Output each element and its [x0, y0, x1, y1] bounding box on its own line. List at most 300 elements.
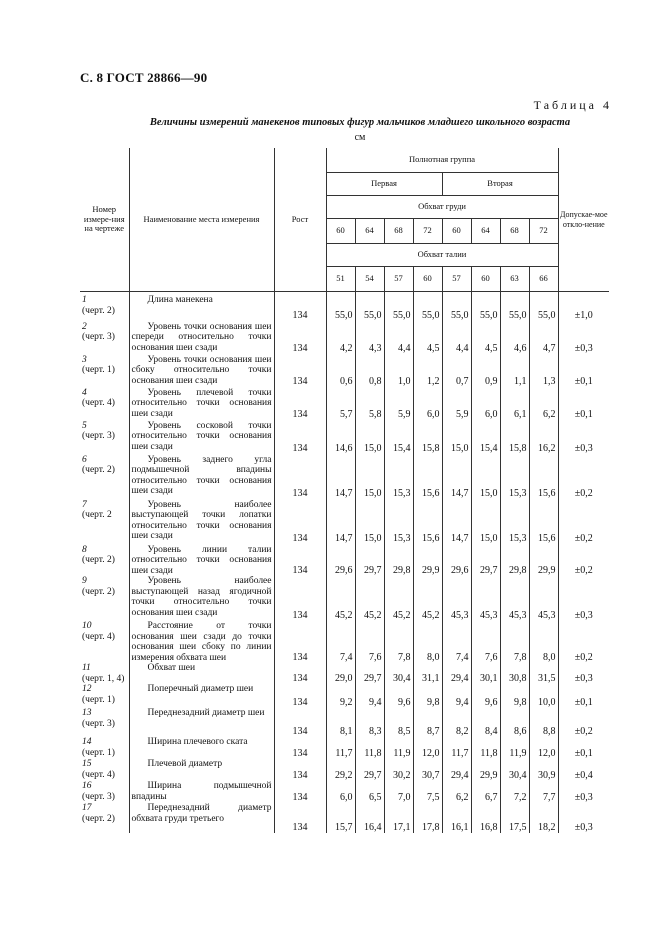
measurement-value: 0,9 — [471, 355, 500, 388]
waist-value: 51 — [326, 267, 355, 292]
measurement-value: 29,8 — [500, 545, 529, 577]
row-number — [80, 663, 129, 684]
row-drawing-ref: (черт. 3) — [82, 791, 115, 802]
header-rost: Рост — [274, 148, 326, 292]
measurement-value: 1,0 — [384, 355, 413, 388]
measurement-value: 4,2 — [326, 322, 355, 355]
tolerance-value: ±0,3 — [558, 322, 609, 355]
chest-value: 72 — [413, 219, 442, 244]
measurement-value: 29,0 — [326, 663, 355, 684]
measurement-value: 15,3 — [500, 455, 529, 500]
row-number — [80, 292, 129, 322]
row-drawing-ref: (черт. 2) — [82, 305, 115, 316]
measurement-value: 4,3 — [355, 322, 384, 355]
measurement-value: 15,8 — [413, 421, 442, 455]
measurement-value: 6,0 — [326, 781, 355, 803]
measurement-value: 7,4 — [442, 621, 471, 663]
table-title: Величины измерений манекенов типовых фигур мальчиков младшего школьного возраста — [149, 117, 571, 128]
height-value: 134 — [274, 708, 326, 737]
table-row — [80, 663, 609, 684]
row-number — [80, 684, 129, 708]
measurement-name-text: Уровень точки основания шеи спереди относительно точки основания шеи сзади — [131, 321, 272, 353]
row-drawing-ref: (черт. 4) — [82, 398, 115, 408]
measurement-name-text: Обхват шеи — [147, 663, 196, 673]
measurement-value: 29,7 — [471, 545, 500, 577]
measurement-name-text: Уровень линии талии относительно точки основания шеи сзади — [131, 544, 272, 576]
measurement-value: 29,9 — [529, 545, 558, 577]
table-row — [80, 322, 609, 355]
measurement-name-text: Ширина подмышечной впадины — [131, 781, 272, 802]
waist-value: 57 — [442, 267, 471, 292]
measurement-name-text: Переднезадний диаметр шеи — [147, 708, 265, 718]
measurement-value: 18,2 — [529, 803, 558, 833]
measurement-value: 0,6 — [326, 355, 355, 388]
measurement-value: 5,7 — [326, 388, 355, 421]
measurement-value: 9,8 — [413, 684, 442, 708]
measurement-value: 8,3 — [355, 708, 384, 737]
measurement-name — [129, 455, 274, 500]
measurement-value: 9,4 — [442, 684, 471, 708]
measurement-value: 15,4 — [471, 421, 500, 455]
row-number — [80, 455, 129, 500]
waist-value: 60 — [471, 267, 500, 292]
tolerance-value: ±0,2 — [558, 708, 609, 737]
measurement-value: 0,8 — [355, 355, 384, 388]
measurement-value: 15,8 — [500, 421, 529, 455]
measurement-name-text: Плечевой диаметр — [147, 759, 223, 769]
measurement-name — [129, 355, 274, 388]
height-value: 134 — [274, 663, 326, 684]
measurement-value: 29,7 — [355, 663, 384, 684]
measurement-value: 6,2 — [442, 781, 471, 803]
row-index: 5 — [82, 420, 87, 431]
waist-value: 63 — [500, 267, 529, 292]
tolerance-value: ±0,1 — [558, 684, 609, 708]
row-index: 6 — [82, 454, 87, 465]
tolerance-value: ±0,2 — [558, 621, 609, 663]
waist-value: 66 — [529, 267, 558, 292]
height-value: 134 — [274, 576, 326, 621]
row-drawing-ref: (черт. 4) — [82, 631, 115, 642]
measurement-value: 6,0 — [413, 388, 442, 421]
measurement-value: 8,7 — [413, 708, 442, 737]
row-index: 16 — [82, 781, 92, 791]
row-number — [80, 322, 129, 355]
chest-value: 68 — [500, 219, 529, 244]
measurement-value: 14,7 — [442, 455, 471, 500]
measurement-value: 16,1 — [442, 803, 471, 833]
measurement-name-text: Уровень наиболее выступающей точки лопатки относительно точки основания шеи сзади — [131, 499, 272, 541]
measurement-value: 6,2 — [529, 388, 558, 421]
measurement-value: 17,1 — [384, 803, 413, 833]
header-chest: Обхват груди — [326, 196, 558, 219]
header-first-group: Первая — [326, 173, 442, 196]
row-number — [80, 545, 129, 577]
row-drawing-ref: (черт. 1) — [82, 365, 115, 375]
row-index: 2 — [82, 321, 87, 332]
page-header: С. 8 ГОСТ 28866—90 — [80, 70, 208, 85]
header-tolerance: Допускае-мое откло-нение — [558, 148, 609, 292]
measurement-value: 8,8 — [529, 708, 558, 737]
measurement-value: 8,0 — [529, 621, 558, 663]
measurement-value: 14,6 — [326, 421, 355, 455]
row-number — [80, 576, 129, 621]
row-drawing-ref: (черт. 2) — [82, 813, 115, 824]
measurement-name-text: Уровень наиболее выступающей назад ягодичной точки относительно точки основания шеи сзади — [131, 576, 272, 618]
measurement-name — [129, 621, 274, 663]
measurement-value: 4,7 — [529, 322, 558, 355]
header-group: Полнотная группа — [326, 148, 558, 173]
measurement-value: 8,2 — [442, 708, 471, 737]
row-number — [80, 759, 129, 781]
measurement-value: 7,6 — [355, 621, 384, 663]
header-second-group: Вторая — [442, 173, 558, 196]
height-value: 134 — [274, 803, 326, 833]
tolerance-value: ±0,1 — [558, 388, 609, 421]
measurement-name — [129, 500, 274, 545]
measurement-value: 55,0 — [384, 292, 413, 322]
table-row — [80, 355, 609, 388]
row-number — [80, 421, 129, 455]
tolerance-value: ±0,2 — [558, 500, 609, 545]
chest-value: 60 — [442, 219, 471, 244]
measurement-value: 30,4 — [384, 663, 413, 684]
row-index: 10 — [82, 621, 92, 631]
measurement-value: 0,7 — [442, 355, 471, 388]
row-drawing-ref: (черт. 2) — [82, 555, 115, 565]
measurement-name-text: Поперечный диаметр шеи — [147, 684, 254, 694]
table-label: Таблица 4 — [533, 98, 612, 112]
header-num: Номер измере-ния на чертеже — [80, 148, 129, 292]
measurement-value: 1,1 — [500, 355, 529, 388]
measurement-value: 16,2 — [529, 421, 558, 455]
row-drawing-ref: (черт. 3) — [82, 718, 115, 729]
table-row — [80, 621, 609, 663]
measurement-value: 4,6 — [500, 322, 529, 355]
measurement-value: 7,0 — [384, 781, 413, 803]
row-drawing-ref: (черт. 3) — [82, 431, 115, 441]
row-number — [80, 708, 129, 737]
measurement-value: 15,0 — [471, 455, 500, 500]
height-value: 134 — [274, 759, 326, 781]
measurement-value: 16,8 — [471, 803, 500, 833]
tolerance-value: ±0,3 — [558, 663, 609, 684]
measurement-value: 15,0 — [442, 421, 471, 455]
measurement-value: 14,7 — [326, 455, 355, 500]
height-value: 134 — [274, 455, 326, 500]
measurement-value: 4,5 — [471, 322, 500, 355]
measurement-value: 29,4 — [442, 759, 471, 781]
measurement-value: 11,8 — [471, 737, 500, 759]
measurement-value: 5,9 — [442, 388, 471, 421]
tolerance-value: ±0,2 — [558, 455, 609, 500]
measurement-value: 55,0 — [355, 292, 384, 322]
measurement-value: 29,2 — [326, 759, 355, 781]
tolerance-value: ±0,3 — [558, 803, 609, 833]
tolerance-value: ±0,1 — [558, 737, 609, 759]
row-drawing-ref: (черт. 1) — [82, 747, 115, 758]
measurement-name-text: Уровень заднего угла подмышечной впадины относительно точки основания шеи сзади — [131, 454, 272, 496]
measurement-value: 45,2 — [326, 576, 355, 621]
measurement-value: 15,3 — [384, 455, 413, 500]
measurement-value: 30,1 — [471, 663, 500, 684]
waist-value: 57 — [384, 267, 413, 292]
measurement-value: 15,0 — [355, 421, 384, 455]
measurement-value: 55,0 — [471, 292, 500, 322]
measurement-value: 30,9 — [529, 759, 558, 781]
row-drawing-ref: (черт. 2) — [82, 586, 115, 597]
row-drawing-ref: (черт. 1, 4) — [82, 673, 125, 684]
measurement-value: 7,6 — [471, 621, 500, 663]
measurement-value: 1,2 — [413, 355, 442, 388]
measurement-value: 15,3 — [384, 500, 413, 545]
measurement-value: 8,4 — [471, 708, 500, 737]
measurement-value: 31,5 — [529, 663, 558, 684]
measurement-value: 30,2 — [384, 759, 413, 781]
measurement-name — [129, 545, 274, 577]
table-row — [80, 500, 609, 545]
measurement-name-text: Переднезадний диаметр обхвата груди третьего — [131, 803, 272, 824]
row-number — [80, 388, 129, 421]
measurement-value: 29,6 — [442, 545, 471, 577]
row-drawing-ref: (черт. 1) — [82, 694, 115, 705]
tolerance-value: ±0,2 — [558, 545, 609, 577]
measurement-name — [129, 803, 274, 833]
row-number — [80, 737, 129, 759]
measurement-value: 7,8 — [384, 621, 413, 663]
height-value: 134 — [274, 621, 326, 663]
measurement-name — [129, 388, 274, 421]
measurement-value: 29,9 — [471, 759, 500, 781]
measurement-value: 29,9 — [413, 545, 442, 577]
table-row — [80, 684, 609, 708]
tolerance-value: ±0,1 — [558, 355, 609, 388]
tolerance-value: ±0,3 — [558, 781, 609, 803]
measurement-value: 11,9 — [384, 737, 413, 759]
measurement-value: 7,8 — [500, 621, 529, 663]
table-row — [80, 781, 609, 803]
height-value: 134 — [274, 684, 326, 708]
table-row — [80, 737, 609, 759]
measurement-value: 16,4 — [355, 803, 384, 833]
row-index: 9 — [82, 576, 87, 586]
table-row — [80, 421, 609, 455]
row-drawing-ref: (черт. 2 — [82, 510, 112, 520]
measurement-value: 15,6 — [413, 500, 442, 545]
measurements-table — [80, 148, 609, 833]
table-row — [80, 455, 609, 500]
measurement-value: 4,4 — [442, 322, 471, 355]
measurement-value: 15,3 — [500, 500, 529, 545]
row-index: 17 — [82, 803, 92, 813]
measurement-value: 5,9 — [384, 388, 413, 421]
height-value: 134 — [274, 388, 326, 421]
chest-value: 72 — [529, 219, 558, 244]
measurement-value: 15,6 — [529, 500, 558, 545]
measurement-value: 55,0 — [442, 292, 471, 322]
row-index: 4 — [82, 387, 87, 398]
measurement-value: 9,4 — [355, 684, 384, 708]
row-number — [80, 500, 129, 545]
chest-value: 68 — [384, 219, 413, 244]
height-value: 134 — [274, 737, 326, 759]
measurement-name — [129, 781, 274, 803]
measurement-value: 45,3 — [442, 576, 471, 621]
measurement-name-text: Уровень сосковой точки относительно точки основания шеи сзади — [131, 420, 272, 452]
measurement-value: 29,8 — [384, 545, 413, 577]
measurement-value: 6,0 — [471, 388, 500, 421]
measurement-value: 15,0 — [355, 455, 384, 500]
measurement-name — [129, 737, 274, 759]
measurement-value: 29,7 — [355, 759, 384, 781]
unit-label: см — [354, 132, 366, 143]
height-value: 134 — [274, 322, 326, 355]
table-row — [80, 576, 609, 621]
measurement-name — [129, 759, 274, 781]
measurement-value: 9,8 — [500, 684, 529, 708]
header-name: Наименование места измерения — [129, 148, 274, 292]
height-value: 134 — [274, 781, 326, 803]
measurement-value: 12,0 — [413, 737, 442, 759]
measurement-value: 17,8 — [413, 803, 442, 833]
measurement-name — [129, 663, 274, 684]
measurement-value: 45,2 — [355, 576, 384, 621]
measurement-value: 15,6 — [529, 455, 558, 500]
measurement-name-text: Расстояние от точки основания шеи сзади до точки основания шеи сбоку по линии измерения обхвата шеи — [131, 621, 272, 663]
measurement-value: 55,0 — [500, 292, 529, 322]
measurement-value: 15,4 — [384, 421, 413, 455]
measurement-value: 8,1 — [326, 708, 355, 737]
height-value: 134 — [274, 292, 326, 322]
row-index: 11 — [82, 663, 91, 673]
waist-value: 54 — [355, 267, 384, 292]
measurement-value: 14,7 — [326, 500, 355, 545]
measurement-value: 7,7 — [529, 781, 558, 803]
table-body — [80, 292, 609, 834]
measurement-value: 55,0 — [413, 292, 442, 322]
tolerance-value: ±0,3 — [558, 576, 609, 621]
table-row — [80, 545, 609, 577]
measurement-value: 4,5 — [413, 322, 442, 355]
measurement-name — [129, 576, 274, 621]
row-drawing-ref: (черт. 2) — [82, 465, 115, 475]
measurement-value: 5,8 — [355, 388, 384, 421]
measurement-value: 45,2 — [413, 576, 442, 621]
measurement-value: 45,2 — [384, 576, 413, 621]
row-index: 12 — [82, 684, 92, 694]
measurement-value: 15,7 — [326, 803, 355, 833]
header-waist: Обхват талии — [326, 244, 558, 267]
measurement-name — [129, 292, 274, 322]
table-row — [80, 388, 609, 421]
height-value: 134 — [274, 355, 326, 388]
row-index: 13 — [82, 708, 92, 718]
row-index: 14 — [82, 737, 92, 747]
row-index: 15 — [82, 759, 92, 769]
table-row — [80, 292, 609, 322]
measurement-value: 4,4 — [384, 322, 413, 355]
measurement-value: 8,5 — [384, 708, 413, 737]
table-row — [80, 759, 609, 781]
measurement-name-text: Ширина плечевого ската — [147, 737, 248, 747]
measurement-value: 6,7 — [471, 781, 500, 803]
measurement-value: 45,3 — [471, 576, 500, 621]
height-value: 134 — [274, 421, 326, 455]
row-drawing-ref: (черт. 4) — [82, 769, 115, 780]
measurement-value: 45,3 — [500, 576, 529, 621]
tolerance-value: ±1,0 — [558, 292, 609, 322]
measurement-value: 7,4 — [326, 621, 355, 663]
measurement-value: 7,2 — [500, 781, 529, 803]
measurement-value: 45,3 — [529, 576, 558, 621]
measurement-value: 30,7 — [413, 759, 442, 781]
row-number — [80, 355, 129, 388]
measurement-value: 11,7 — [442, 737, 471, 759]
measurement-value: 11,8 — [355, 737, 384, 759]
measurement-value: 11,9 — [500, 737, 529, 759]
row-drawing-ref: (черт. 3) — [82, 332, 115, 342]
chest-value: 64 — [355, 219, 384, 244]
measurement-value: 31,1 — [413, 663, 442, 684]
measurement-value: 15,0 — [355, 500, 384, 545]
table-row — [80, 803, 609, 833]
chest-value: 64 — [471, 219, 500, 244]
measurement-value: 9,6 — [471, 684, 500, 708]
measurement-name — [129, 421, 274, 455]
measurement-value: 9,6 — [384, 684, 413, 708]
measurement-value: 9,2 — [326, 684, 355, 708]
measurement-value: 15,6 — [413, 455, 442, 500]
measurement-value: 29,7 — [355, 545, 384, 577]
measurement-value: 14,7 — [442, 500, 471, 545]
row-number — [80, 803, 129, 833]
row-number — [80, 781, 129, 803]
measurement-value: 29,6 — [326, 545, 355, 577]
measurement-name-text: Уровень точки основания шеи сбоку относительно точки основания шеи сзади — [131, 354, 272, 386]
measurement-value: 8,6 — [500, 708, 529, 737]
measurement-value: 1,3 — [529, 355, 558, 388]
measurement-value: 29,4 — [442, 663, 471, 684]
height-value: 134 — [274, 545, 326, 577]
tolerance-value: ±0,3 — [558, 421, 609, 455]
measurement-value: 6,1 — [500, 388, 529, 421]
row-index: 7 — [82, 499, 87, 510]
measurement-value: 11,7 — [326, 737, 355, 759]
tolerance-value: ±0,4 — [558, 759, 609, 781]
waist-value: 60 — [413, 267, 442, 292]
measurement-value: 15,0 — [471, 500, 500, 545]
measurement-name-text: Длина манекена — [147, 295, 213, 305]
measurement-name — [129, 708, 274, 737]
row-number — [80, 621, 129, 663]
measurement-value: 12,0 — [529, 737, 558, 759]
height-value: 134 — [274, 500, 326, 545]
measurement-value: 30,8 — [500, 663, 529, 684]
measurement-value: 8,0 — [413, 621, 442, 663]
chest-value: 60 — [326, 219, 355, 244]
table-row — [80, 708, 609, 737]
measurement-value: 10,0 — [529, 684, 558, 708]
row-index: 3 — [82, 354, 87, 365]
measurement-name — [129, 684, 274, 708]
row-index: 8 — [82, 544, 87, 555]
measurement-value: 55,0 — [529, 292, 558, 322]
measurement-value: 7,5 — [413, 781, 442, 803]
measurement-value: 30,4 — [500, 759, 529, 781]
row-index: 1 — [82, 295, 87, 305]
measurement-name-text: Уровень плечевой точки относительно точки основания шеи сзади — [131, 387, 272, 419]
measurement-name — [129, 322, 274, 355]
